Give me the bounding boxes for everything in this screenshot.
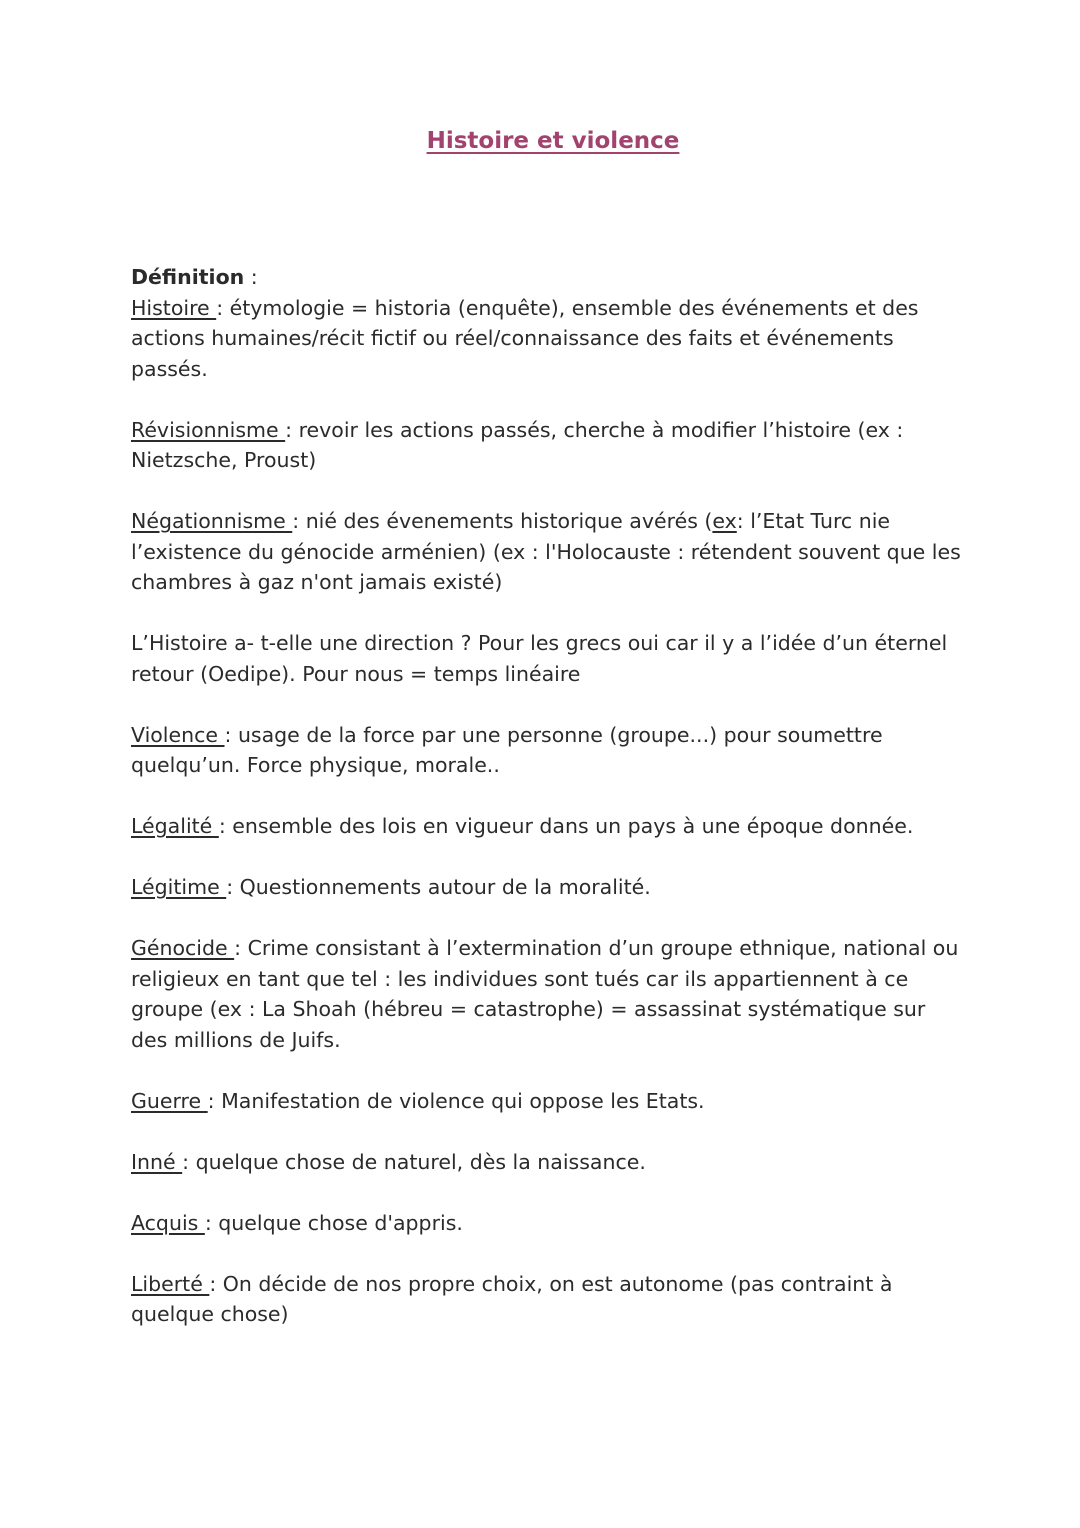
- term-negationnisme: Négationnisme: [131, 509, 293, 533]
- text-direction: L’Histoire a- t-elle une direction ? Pour les grecs oui car il y a l’idée d’un éternel retour (Oedipe). Pour nous = temps linéaire: [131, 631, 948, 686]
- entry-legalite: [131, 811, 961, 842]
- entry-liberte: [131, 1269, 961, 1330]
- term-violence: Violence: [131, 722, 225, 747]
- text-violence: : usage de la force par une personne (groupe...) pour soumettre quelqu’un. Force physique, morale..: [131, 722, 883, 777]
- definition-heading: [131, 262, 961, 293]
- text-negationnisme-after: : l’Etat Turc nie l’existence du génocide arménien) (ex : l'Holocauste : rétendent souvent que les chambres à gaz n'ont jamais existé): [131, 509, 961, 594]
- term-legalite: Légalité: [131, 814, 219, 838]
- definition-heading-label: Définition: [131, 265, 245, 289]
- text-histoire: : étymologie = historia (enquête), ensemble des événements et des actions humaines/récit fictif ou réel/connaissance des faits et événements passés.: [131, 295, 919, 381]
- entry-inne: [131, 1147, 961, 1178]
- entry-direction: [131, 628, 961, 689]
- term-histoire: Histoire: [131, 295, 217, 320]
- text-liberte: : On décide de nos propre choix, on est autonome (pas contraint à quelque chose): [131, 1271, 893, 1326]
- text-legitime: : Questionnements autour de la moralité.: [226, 875, 651, 899]
- entry-revisionnisme: [131, 415, 961, 476]
- term-acquis: Acquis: [131, 1210, 205, 1235]
- definitions-section: [131, 262, 961, 1360]
- page-title: Histoire et violence: [426, 128, 680, 154]
- entry-violence: [131, 720, 961, 781]
- term-inne: Inné: [131, 1149, 183, 1174]
- term-genocide: Génocide: [131, 936, 235, 960]
- entry-legitime: [131, 872, 961, 903]
- term-guerre: Guerre: [131, 1088, 208, 1113]
- text-legalite: : ensemble des lois en vigueur dans un pays à une époque donnée.: [218, 814, 914, 838]
- text-acquis: : quelque chose d'appris.: [204, 1210, 463, 1235]
- definition-heading-suffix: :: [244, 265, 258, 289]
- text-inne: : quelque chose de naturel, dès la naissance.: [182, 1149, 646, 1174]
- entry-histoire: [131, 293, 961, 385]
- term-legitime: Légitime: [131, 875, 227, 899]
- text-negationnisme-before: : nié des évenements historique avérés (: [292, 509, 713, 533]
- text-revisionnisme: : revoir les actions passés, cherche à modifier l’histoire (ex : Nietzsche, Proust): [131, 417, 904, 472]
- text-guerre: : Manifestation de violence qui oppose les Etats.: [207, 1088, 705, 1113]
- term-revisionnisme: Révisionnisme: [131, 417, 286, 442]
- entry-acquis: [131, 1208, 961, 1239]
- entry-guerre: [131, 1086, 961, 1117]
- text-genocide: : Crime consistant à l’extermination d’un groupe ethnique, national ou religieux en tant que tel : les individues sont tués car ils appartiennent à ce groupe (ex : La Shoah (hébreu = catastrophe) = assassinat systématique sur des millions de Juifs.: [131, 936, 959, 1052]
- entry-negationnisme: [131, 506, 961, 598]
- entry-genocide: [131, 933, 961, 1055]
- ex-negationnisme: ex: [712, 509, 737, 533]
- term-liberte: Liberté: [131, 1271, 210, 1296]
